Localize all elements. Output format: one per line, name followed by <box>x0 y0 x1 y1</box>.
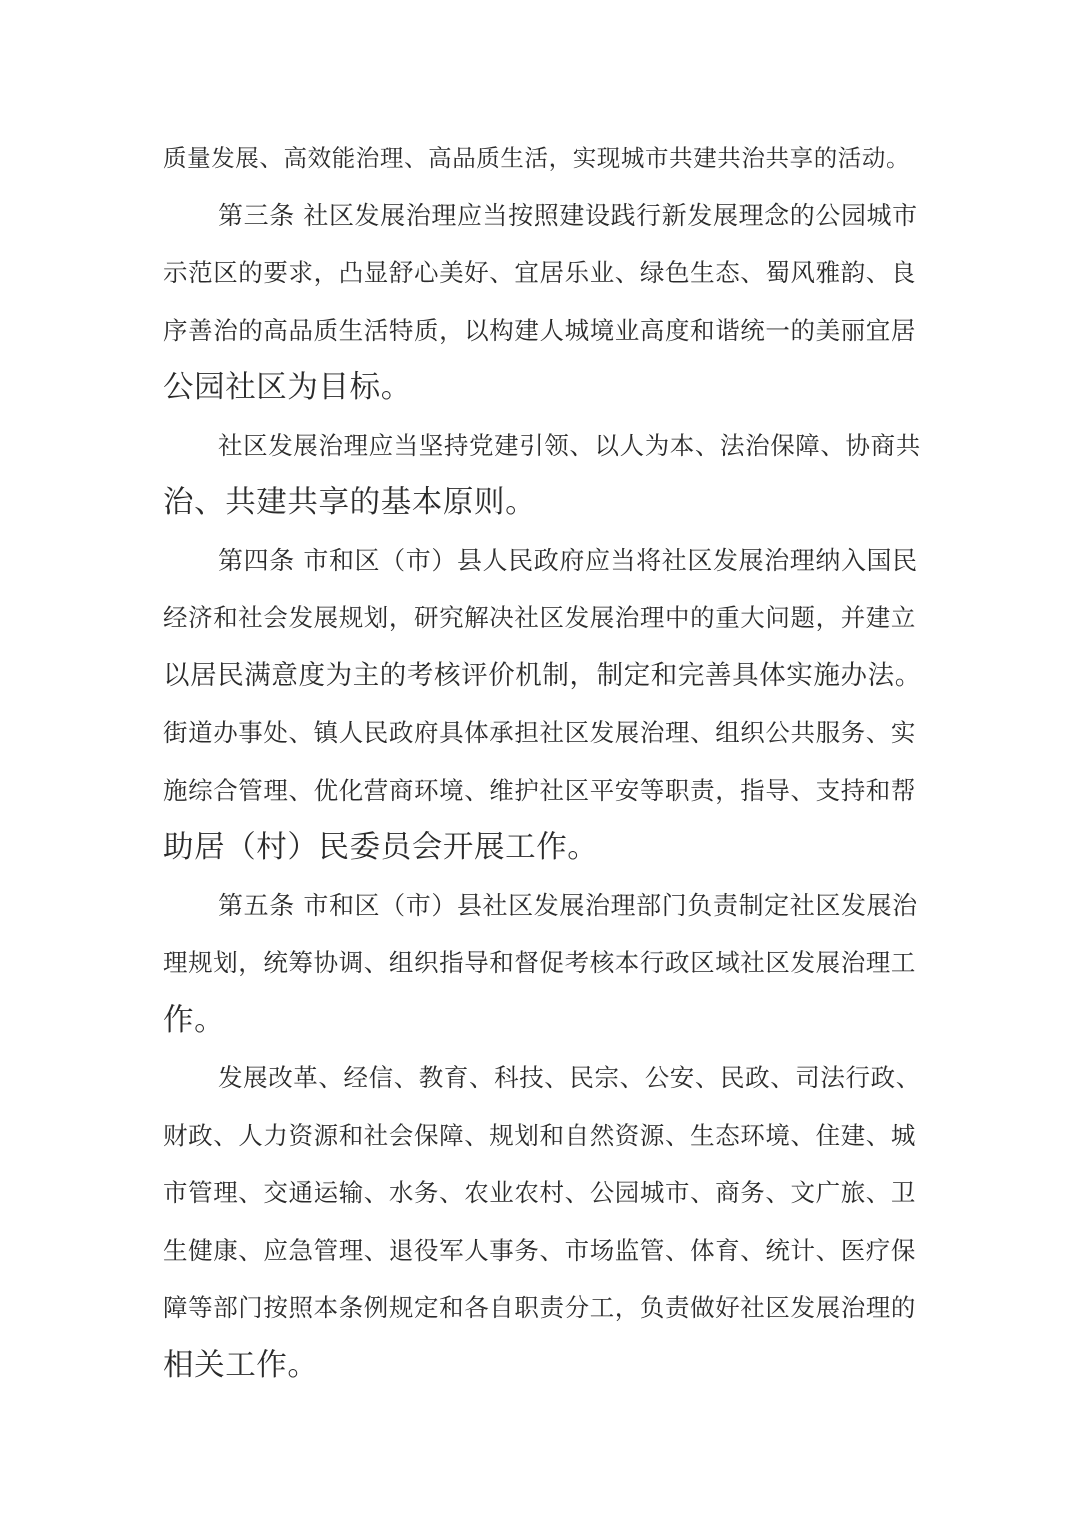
text-line: 以居民满意度为主的考核评价机制，制定和完善具体实施办法。 <box>163 660 922 691</box>
paragraph-start-line: 发展改革、经信、教育、科技、民宗、公安、民政、司法行政、 <box>218 1063 921 1092</box>
text-line: 作。 <box>163 1003 226 1038</box>
text-line: 障等部门按照本条例规定和各自职责分工，负责做好社区发展治理的 <box>163 1293 916 1322</box>
text-line: 市管理、交通运输、水务、农业农村、公园城市、商务、文广旅、卫 <box>163 1178 916 1207</box>
article-3-heading-line: 第三条 社区发展治理应当按照建设践行新发展理念的公园城市 <box>218 201 918 230</box>
text-line: 财政、人力资源和社会保障、规划和自然资源、生态环境、住建、城 <box>163 1121 916 1150</box>
text-line: 相关工作。 <box>163 1348 319 1383</box>
text-line: 质量发展、高效能治理、高品质生活，实现城市共建共治共享的活动。 <box>163 144 911 172</box>
text-line: 街道办事处、镇人民政府具体承担社区发展治理、组织公共服务、实 <box>163 718 916 747</box>
paragraph-start-line: 社区发展治理应当坚持党建引领、以人为本、法治保障、协商共 <box>218 431 921 460</box>
text-line: 示范区的要求，凸显舒心美好、宜居乐业、绿色生态、蜀风雅韵、良 <box>163 258 916 287</box>
text-line: 助居（村）民委员会开展工作。 <box>163 830 599 865</box>
text-line: 经济和社会发展规划，研究解决社区发展治理中的重大问题，并建立 <box>163 603 916 632</box>
text-line: 治、共建共享的基本原则。 <box>163 485 537 520</box>
text-line: 理规划，统筹协调、组织指导和督促考核本行政区域社区发展治理工 <box>163 948 916 977</box>
article-4-heading-line: 第四条 市和区（市）县人民政府应当将社区发展治理纳入国民 <box>218 546 918 575</box>
article-5-heading-line: 第五条 市和区（市）县社区发展治理部门负责制定社区发展治 <box>218 891 918 920</box>
text-line: 公园社区为目标。 <box>163 370 412 405</box>
text-line: 序善治的高品质生活特质，以构建人城境业高度和谐统一的美丽宜居 <box>163 316 916 345</box>
text-line: 施综合管理、优化营商环境、维护社区平安等职责，指导、支持和帮 <box>163 776 916 805</box>
text-line: 生健康、应急管理、退役军人事务、市场监管、体育、统计、医疗保 <box>163 1236 916 1265</box>
